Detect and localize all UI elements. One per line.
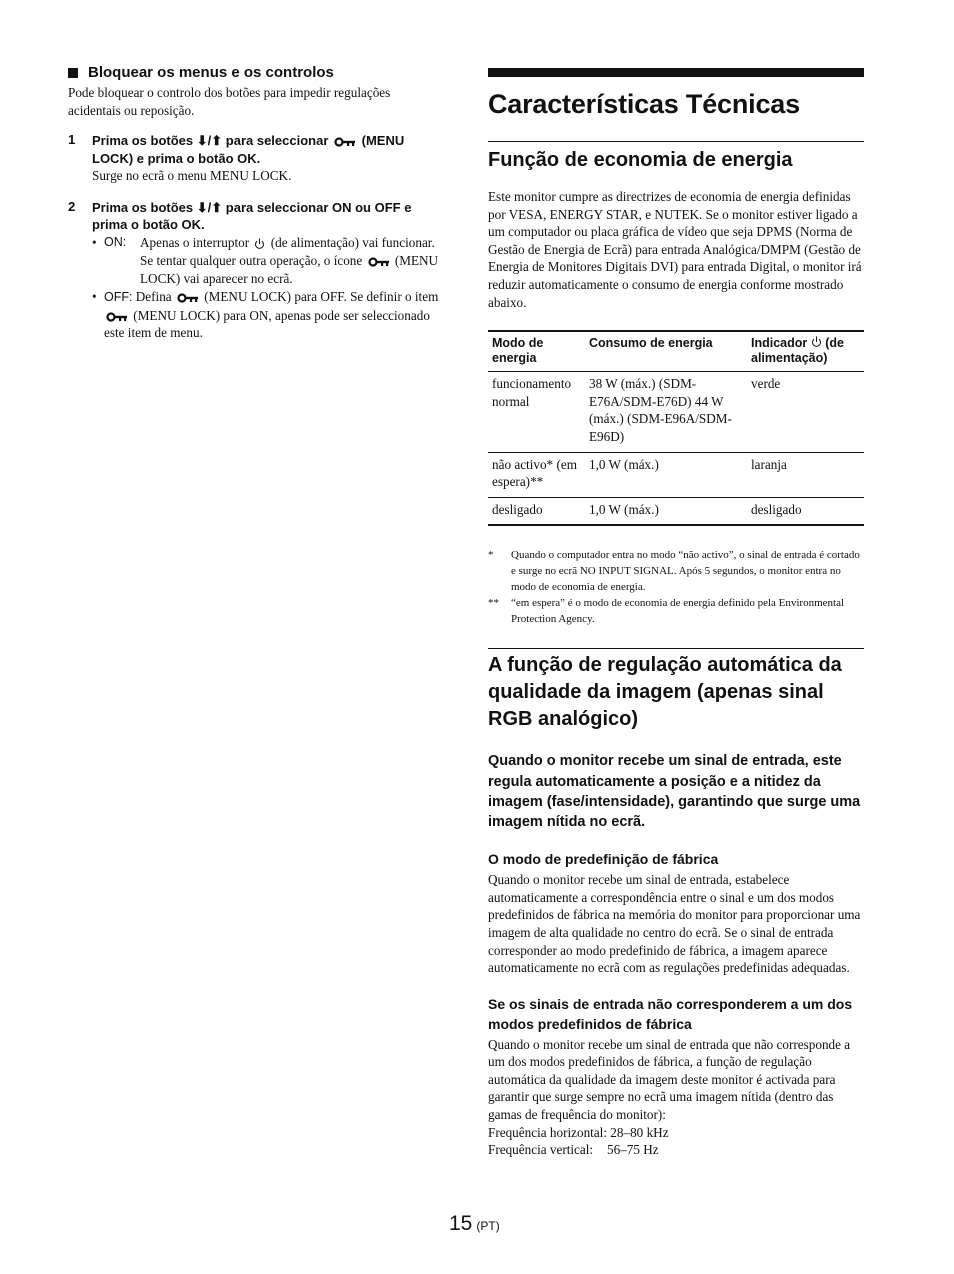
page-number: 15 (PT) bbox=[449, 1212, 500, 1235]
table-header: Indicador (de alimentação) bbox=[747, 331, 864, 372]
table-cell: funcionamento normal bbox=[488, 372, 585, 452]
table-cell: verde bbox=[747, 372, 864, 452]
table-header: Consumo de energia bbox=[585, 331, 747, 372]
table-cell: laranja bbox=[747, 452, 864, 497]
horizontal-frequency: Frequência horizontal: 28–80 kHz bbox=[488, 1124, 669, 1140]
bullet-label: ON: bbox=[104, 235, 127, 250]
table-cell: 38 W (máx.) (SDM-E76A/SDM-E76D) 44 W (máx.) (SDM-E96A/SDM-E96D) bbox=[585, 372, 747, 452]
vertical-frequency: Frequência vertical: 56–75 Hz bbox=[488, 1142, 659, 1158]
page-title: Características Técnicas bbox=[488, 89, 800, 119]
table-row bbox=[488, 497, 864, 525]
section-rule bbox=[488, 648, 864, 649]
power-table bbox=[488, 330, 864, 526]
title-bar-rule bbox=[488, 68, 864, 77]
power-icon bbox=[254, 238, 265, 250]
factory-preset-heading: O modo de predefinição de fábrica bbox=[488, 851, 719, 868]
step-2-text: Prima os botões ⬇/⬆ para seleccionar ON ou OFF e prima o botão OK. bbox=[92, 199, 412, 232]
down-up-arrows-icon: ⬇/⬆ bbox=[196, 133, 223, 149]
section-rule bbox=[488, 141, 864, 142]
non-preset-body: Quando o monitor recebe um sinal de entrada que não corresponde a um dos modos predefinidos de fábrica, a função de regulação automática da qualidade da imagem deste monitor é activada para garantir que surge sempre no ecrã uma imagem nítida (dentro das gamas de frequência do monitor): bbox=[488, 1036, 851, 1123]
key-icon bbox=[334, 137, 356, 147]
step-1-text: Prima os botões ⬇/⬆ para seleccionar (MENU LOCK) e prima o botão OK. bbox=[92, 133, 405, 166]
menu-lock-intro: Pode bloquear o controlo dos botões para impedir regulações acidentais ou reposição. bbox=[68, 85, 391, 118]
step-1 bbox=[68, 132, 444, 184]
table-header: Modo de energia bbox=[488, 331, 585, 372]
table-cell: desligado bbox=[747, 497, 864, 525]
footnote: * Quando o computador entra no modo “não activo”, o sinal de entrada é cortado e surge no ecrã NO INPUT SIGNAL. Após 5 segundos, o monitor entra no modo de economia de energia. bbox=[488, 549, 860, 594]
bullet-label: OFF: bbox=[104, 290, 133, 305]
power-icon bbox=[811, 336, 822, 348]
key-icon bbox=[368, 257, 390, 267]
bullet-off-text: OFF: Defina (MENU LOCK) para OFF. Se definir o item (MENU LOCK) para ON, apenas pode ser seleccionado este item de menu. bbox=[104, 289, 439, 341]
table-header-row bbox=[488, 331, 864, 372]
energy-saving-heading: Função de economia de energia bbox=[488, 149, 793, 171]
step-2 bbox=[68, 199, 444, 234]
factory-preset-body: Quando o monitor recebe um sinal de entrada, estabelece automaticamente a correspondência entre o sinal e um dos modos predefinidos de fábrica na memória do monitor para proporcionar uma imagem de alta qualidade no centro do ecrã. Se o sinal de entrada corresponder ao modo predefinido de fábrica, a imagem aparece automaticamente no ecrã com as regulações predefinidas adequadas. bbox=[488, 872, 861, 976]
table-row bbox=[488, 452, 864, 497]
table-cell: 1,0 W (máx.) bbox=[585, 452, 747, 497]
table-cell: 1,0 W (máx.) bbox=[585, 497, 747, 525]
energy-saving-body: Este monitor cumpre as directrizes de economia de energia definidas por VESA, ENERGY STAR, e NUTEK. Se o monitor estiver ligado a um computador ou placa gráfica de vídeo que seja DPMS (Norma de Gestão de Energia de Ecrã) para entrada Analógica/DMPM (Gestão de Energia de Monitores Digitais DVI) para entrada Digital, o monitor irá reduzir automaticamente o consumo de energia conforme mostrado abaixo. bbox=[488, 189, 862, 310]
bullet-off: • OFF: Defina (MENU LOCK) para OFF. Se definir o item (MENU LOCK) para ON, apenas pode ser seleccionado este item de menu. bbox=[92, 288, 444, 342]
bullet-on-text: Apenas o interruptor (de alimentação) vai funcionar. Se tentar qualquer outra operação, o ícone (MENU LOCK) vai aparecer no ecrã. bbox=[140, 235, 439, 286]
left-column bbox=[68, 64, 444, 342]
table-cell: não activo* (em espera)** bbox=[488, 452, 585, 497]
non-preset-heading: Se os sinais de entrada não corresponderem a um dos modos predefinidos de fábrica bbox=[488, 995, 853, 1032]
table-row bbox=[488, 372, 864, 452]
step-1-note: Surge no ecrã o menu MENU LOCK. bbox=[92, 168, 292, 183]
table-cell: desligado bbox=[488, 497, 585, 525]
key-icon bbox=[106, 312, 128, 322]
key-icon bbox=[177, 293, 199, 303]
menu-lock-heading: Bloquear os menus e os controlos bbox=[68, 64, 444, 81]
step-number: 2 bbox=[68, 198, 76, 214]
footnotes bbox=[488, 547, 864, 627]
step-number: 1 bbox=[68, 132, 76, 148]
page-language: (PT) bbox=[476, 1219, 500, 1233]
down-up-arrows-icon: ⬇/⬆ bbox=[196, 199, 223, 215]
auto-adjust-heading: A função de regulação automática da qualidade da imagem (apenas sinal RGB analógico) bbox=[488, 654, 842, 731]
bullet-on: • ON: Apenas o interruptor (de alimentação) vai funcionar. Se tentar qualquer outra operação, o ícone (MENU LOCK) vai aparecer no ecrã. bbox=[92, 234, 444, 287]
square-bullet-icon bbox=[68, 68, 78, 78]
footnote: ** “em espera” é o modo de economia de energia definido pela Environmental Protection Agency. bbox=[488, 597, 845, 626]
right-column bbox=[488, 68, 864, 1159]
auto-adjust-lead: Quando o monitor recebe um sinal de entrada, este regula automaticamente a posição e a nitidez da imagem (fase/intensidade), garantindo que surge uma imagem nítida no ecrã. bbox=[488, 753, 861, 830]
